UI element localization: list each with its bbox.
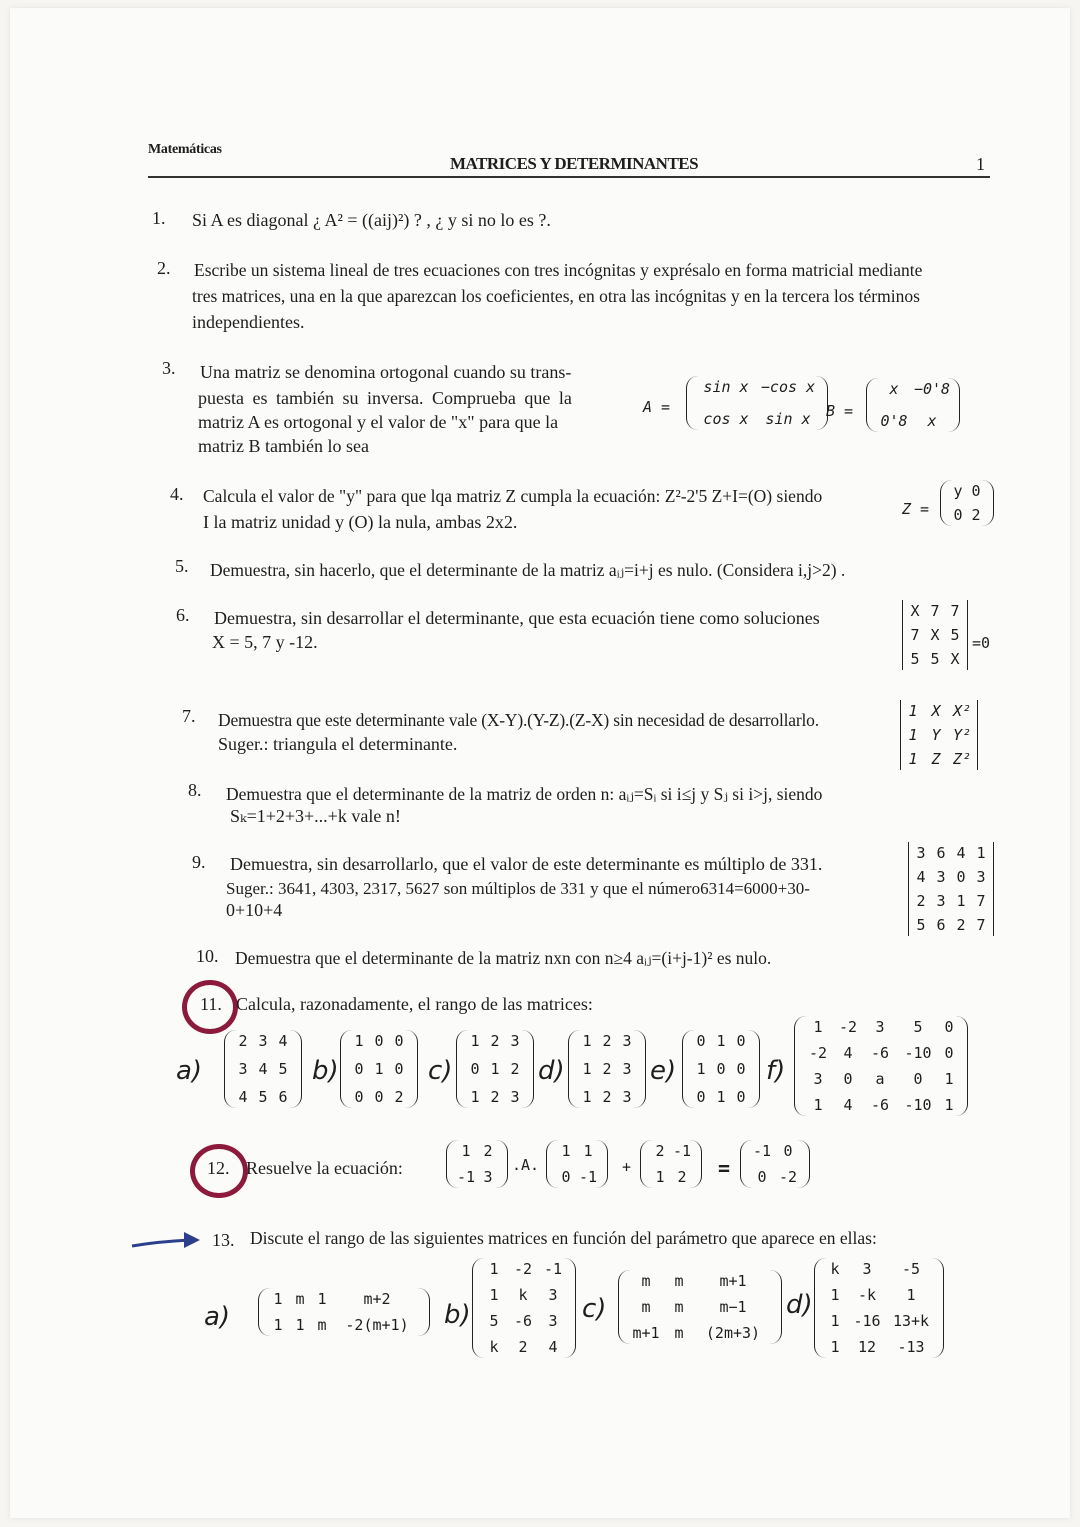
q8-number: 8. xyxy=(188,780,202,800)
det-cell: 2 xyxy=(916,892,926,910)
matrix-cell: 2 xyxy=(238,1032,248,1050)
det-cell: 7 xyxy=(976,892,986,910)
det-cell: 2 xyxy=(956,916,966,934)
det-cell: 3 xyxy=(936,892,946,910)
q13-matrix-d xyxy=(814,1258,944,1358)
det-cell: 7 xyxy=(910,626,920,644)
matrix-cell: 0 xyxy=(394,1060,404,1078)
q9-line1: Demuestra, sin desarrollarlo, que el valor de este determinante es múltiplo de 331. xyxy=(230,854,823,874)
matrix-cell: -1 xyxy=(672,1142,692,1160)
matrix-cell: sin x xyxy=(703,378,749,396)
matrix-cell: 0 xyxy=(944,1018,954,1036)
q6-equals-zero: =0 xyxy=(972,634,991,652)
matrix-cell: -1 xyxy=(752,1142,772,1160)
q12-text: Resuelve la ecuación: xyxy=(246,1158,403,1178)
matrix-cell: 1 xyxy=(582,1060,592,1078)
matrix-cell: -13 xyxy=(897,1338,925,1356)
matrix-cell: -16 xyxy=(853,1312,881,1330)
matrix-cell: 0 xyxy=(696,1032,706,1050)
matrix-cell: m xyxy=(674,1272,684,1290)
matrix-cell: 1 xyxy=(582,1088,592,1106)
q6-line1: Demuestra, sin desarrollar el determinante, que esta ecuación tiene como soluciones xyxy=(214,608,820,628)
q12-times-A: .A. xyxy=(512,1156,540,1174)
matrix-cell: 1 xyxy=(716,1088,726,1106)
matrix-cell: (2m+3) xyxy=(705,1324,761,1342)
q9-line3: 0+10+4 xyxy=(226,900,283,920)
matrix-cell: 0 xyxy=(971,482,981,500)
q8-line2: Sₖ=1+2+3+...+k vale n! xyxy=(230,806,401,826)
matrix-cell: 0 xyxy=(470,1060,480,1078)
q5-number: 5. xyxy=(175,556,189,576)
matrix-cell: 1 xyxy=(582,1032,592,1050)
matrix-cell: m+1 xyxy=(719,1272,747,1290)
matrix-cell: 1 xyxy=(490,1060,500,1078)
det-cell: Y xyxy=(931,726,941,744)
matrix-cell: cos x xyxy=(703,410,749,428)
matrix-cell: 2 xyxy=(394,1088,404,1106)
matrix-cell: m−1 xyxy=(719,1298,747,1316)
matrix-cell: 2 xyxy=(510,1060,520,1078)
det-cell: 1 xyxy=(956,892,966,910)
matrix-cell: -6 xyxy=(513,1312,533,1330)
q13-matrix-b xyxy=(472,1258,576,1358)
det-cell: Z xyxy=(931,750,941,768)
matrix-cell: 1 xyxy=(830,1286,840,1304)
det-cell: 4 xyxy=(916,868,926,886)
matrix-cell: 3 xyxy=(548,1312,558,1330)
matrix-cell: m xyxy=(317,1316,327,1334)
q1-text: Si A es diagonal ¿ A² = ((aij)²) ? , ¿ y si no lo es ?. xyxy=(192,210,551,230)
det-cell: 5 xyxy=(916,916,926,934)
matrix-cell: 3 xyxy=(510,1088,520,1106)
matrix-cell: 2 xyxy=(602,1032,612,1050)
det-cell: 1 xyxy=(976,844,986,862)
matrix-B-label: B = xyxy=(826,402,854,420)
matrix-cell: 3 xyxy=(875,1018,885,1036)
matrix-cell: 0 xyxy=(374,1088,384,1106)
matrix-cell: 0 xyxy=(561,1168,571,1186)
matrix-cell: -5 xyxy=(901,1260,921,1278)
matrix-cell: 5 xyxy=(258,1088,268,1106)
det-cell: X xyxy=(910,602,920,620)
matrix-cell: −cos x xyxy=(760,378,816,396)
det-cell: 7 xyxy=(930,602,940,620)
q3-line4: matriz B también lo sea xyxy=(198,436,369,456)
det-cell: 0 xyxy=(956,868,966,886)
matrix-cell: m+1 xyxy=(632,1324,660,1342)
matrix-cell: 1 xyxy=(489,1286,499,1304)
matrix-cell: 1 xyxy=(906,1286,916,1304)
matrix-cell: 2 xyxy=(602,1060,612,1078)
matrix-cell: 6 xyxy=(278,1088,288,1106)
q3-line3: matriz A es ortogonal y el valor de "x" para que la xyxy=(198,412,559,432)
matrix-cell: 1 xyxy=(295,1316,305,1334)
q13-matrix-c xyxy=(618,1270,782,1344)
matrix-cell: -10 xyxy=(904,1096,932,1114)
q13-label-c: c) xyxy=(582,1294,607,1324)
matrix-cell: 4 xyxy=(843,1096,853,1114)
matrix-cell: 1 xyxy=(696,1060,706,1078)
matrix-cell: m xyxy=(674,1298,684,1316)
det-cell: X xyxy=(950,650,960,668)
page-number: 1 xyxy=(976,154,985,174)
matrix-cell: 1 xyxy=(273,1316,283,1334)
matrix-cell: 1 xyxy=(561,1142,571,1160)
det-cell: 5 xyxy=(950,626,960,644)
matrix-cell: 0 xyxy=(944,1044,954,1062)
q12-plus: + xyxy=(622,1158,632,1176)
matrix-cell: 0 xyxy=(696,1088,706,1106)
det-cell: Z² xyxy=(952,750,972,768)
matrix-cell: y xyxy=(953,482,963,500)
matrix-cell: 1 xyxy=(273,1290,283,1308)
q7-line2: Suger.: triangula el determinante. xyxy=(218,734,458,754)
matrix-cell: 2 xyxy=(483,1142,493,1160)
q9-number: 9. xyxy=(192,852,206,872)
matrix-cell: 1 xyxy=(470,1088,480,1106)
det-cell: 6 xyxy=(936,916,946,934)
matrix-cell: m xyxy=(641,1272,651,1290)
matrix-cell: 4 xyxy=(238,1088,248,1106)
matrix-cell: -2 xyxy=(513,1260,533,1278)
q7-number: 7. xyxy=(182,706,196,726)
matrix-cell: 1 xyxy=(655,1168,665,1186)
q11-label-c: c) xyxy=(428,1056,453,1086)
matrix-cell: 3 xyxy=(483,1168,493,1186)
det-cell: X xyxy=(930,626,940,644)
matrix-cell: 0 xyxy=(736,1088,746,1106)
q11-label-b: b) xyxy=(312,1056,339,1086)
det-cell: 7 xyxy=(976,916,986,934)
q11-label-e: e) xyxy=(650,1056,677,1086)
matrix-cell: 0 xyxy=(783,1142,793,1160)
matrix-cell: 0 xyxy=(736,1060,746,1078)
det-cell: 1 xyxy=(908,750,918,768)
matrix-cell: 2 xyxy=(677,1168,687,1186)
q13-label-a: a) xyxy=(204,1302,231,1332)
det-cell: 1 xyxy=(908,726,918,744)
q6-line2: X = 5, 7 y -12. xyxy=(212,632,318,652)
q3-line1: Una matriz se denomina ortogonal cuando su trans- xyxy=(200,362,572,382)
matrix-cell: 1 xyxy=(716,1032,726,1050)
matrix-cell: 1 xyxy=(470,1032,480,1050)
matrix-cell: 3 xyxy=(258,1032,268,1050)
matrix-cell: 0 xyxy=(843,1070,853,1088)
matrix-cell: 5 xyxy=(278,1060,288,1078)
q7-line1: Demuestra que este determinante vale (X-Y).(Y-Z).(Z-X) sin necesidad de desarrollarlo. xyxy=(218,710,819,730)
matrix-cell: -2(m+1) xyxy=(345,1316,409,1334)
q2-line1: Escribe un sistema lineal de tres ecuaciones con tres incógnitas y exprésalo en forma matricial mediante xyxy=(194,260,923,280)
matrix-cell: -6 xyxy=(870,1096,890,1114)
matrix-cell: 0 xyxy=(354,1088,364,1106)
matrix-cell: 2 xyxy=(490,1088,500,1106)
matrix-cell: -2 xyxy=(838,1018,858,1036)
matrix-cell: a xyxy=(875,1070,885,1088)
matrix-cell: 0 xyxy=(374,1032,384,1050)
q1-number: 1. xyxy=(152,208,166,228)
q2-line3: independientes. xyxy=(192,312,305,332)
det-cell: 1 xyxy=(908,702,918,720)
matrix-cell: m+2 xyxy=(363,1290,391,1308)
q2-line2: tres matrices, una en la que aparezcan los coeficientes, en otra las incógnitas y en la tercera los términos xyxy=(192,286,920,306)
q9-line2: Suger.: 3641, 4303, 2317, 5627 son múltiplos de 331 y que el número6314=6000+30- xyxy=(226,879,810,898)
matrix-cell: 2 xyxy=(971,506,981,524)
matrix-cell: -1 xyxy=(578,1168,598,1186)
det-cell: 6 xyxy=(936,844,946,862)
matrix-cell: 3 xyxy=(548,1286,558,1304)
q4-line2: I la matriz unidad y (O) la nula, ambas 2x2. xyxy=(203,512,518,532)
matrix-cell: 12 xyxy=(857,1338,877,1356)
matrix-cell: 2 xyxy=(655,1142,665,1160)
q3-number: 3. xyxy=(162,358,176,378)
q5-text: Demuestra, sin hacerlo, que el determinante de la matriz aᵢⱼ=i+j es nulo. (Considera i,j>2) . xyxy=(210,560,846,580)
det-cell: 3 xyxy=(916,844,926,862)
matrix-cell: 0 xyxy=(716,1060,726,1078)
matrix-cell: 1 xyxy=(583,1142,593,1160)
q4-line1: Calcula el valor de "y" para que lqa matriz Z cumpla la ecuación: Z²-2'5 Z+I=(O) siendo xyxy=(203,486,823,506)
matrix-cell: 3 xyxy=(510,1032,520,1050)
matrix-cell: 1 xyxy=(944,1070,954,1088)
matrix-cell: k xyxy=(518,1286,528,1304)
det-cell: X xyxy=(931,702,941,720)
det-cell: X² xyxy=(952,702,972,720)
matrix-cell: 1 xyxy=(813,1018,823,1036)
matrix-cell: 1 xyxy=(354,1032,364,1050)
q12-equals: = xyxy=(718,1156,731,1180)
det-cell: 3 xyxy=(976,868,986,886)
q13-label-d: d) xyxy=(786,1290,813,1320)
det-cell: 3 xyxy=(936,868,946,886)
matrix-cell: m xyxy=(295,1290,305,1308)
matrix-cell: -2 xyxy=(808,1044,828,1062)
q13-matrix-a xyxy=(258,1288,430,1336)
matrix-cell: 3 xyxy=(238,1060,248,1078)
matrix-cell: 1 xyxy=(830,1312,840,1330)
matrix-cell: 1 xyxy=(830,1338,840,1356)
matrix-cell: m xyxy=(674,1324,684,1342)
matrix-cell: 0'8 xyxy=(880,412,908,430)
matrix-cell: 2 xyxy=(490,1032,500,1050)
q2-number: 2. xyxy=(157,258,171,278)
matrix-cell: 0 xyxy=(736,1032,746,1050)
matrix-cell: 2 xyxy=(518,1338,528,1356)
matrix-cell: −0'8 xyxy=(913,380,951,398)
matrix-cell: 1 xyxy=(944,1096,954,1114)
matrix-cell: m xyxy=(641,1298,651,1316)
matrix-cell: x xyxy=(927,412,937,430)
matrix-cell: k xyxy=(830,1260,840,1278)
q11-number: 11. xyxy=(200,994,222,1014)
matrix-A-label: A = xyxy=(643,398,671,416)
matrix-cell: 13+k xyxy=(892,1312,930,1330)
matrix-cell: k xyxy=(489,1338,499,1356)
matrix-cell: 3 xyxy=(622,1032,632,1050)
matrix-Z-label: Z = xyxy=(902,500,930,518)
matrix-cell: 0 xyxy=(354,1060,364,1078)
matrix-cell: 0 xyxy=(913,1070,923,1088)
matrix-cell: 1 xyxy=(489,1260,499,1278)
matrix-cell: 5 xyxy=(913,1018,923,1036)
matrix-cell: 4 xyxy=(278,1032,288,1050)
q13-number: 13. xyxy=(212,1230,235,1250)
matrix-cell: 3 xyxy=(622,1060,632,1078)
matrix-cell: 1 xyxy=(374,1060,384,1078)
matrix-cell: 3 xyxy=(862,1260,872,1278)
matrix-cell: 4 xyxy=(843,1044,853,1062)
subject-label: Matemáticas xyxy=(148,142,222,157)
matrix-cell: 3 xyxy=(622,1088,632,1106)
matrix-cell: 3 xyxy=(813,1070,823,1088)
matrix-cell: -1 xyxy=(543,1260,563,1278)
q11-text: Calcula, razonadamente, el rango de las matrices: xyxy=(236,994,593,1014)
matrix-cell: -10 xyxy=(904,1044,932,1062)
q13-text: Discute el rango de las siguientes matrices en función del parámetro que aparece en ellas: xyxy=(250,1228,877,1248)
q4-number: 4. xyxy=(170,484,184,504)
q13-label-b: b) xyxy=(444,1300,471,1330)
q10-number: 10. xyxy=(196,946,219,966)
q6-number: 6. xyxy=(176,605,190,625)
det-cell: Y² xyxy=(952,726,972,744)
page-title: MATRICES Y DETERMINANTES xyxy=(450,154,699,173)
matrix-cell: x xyxy=(889,380,899,398)
matrix-cell: 4 xyxy=(258,1060,268,1078)
matrix-cell: sin x xyxy=(765,410,811,428)
det-cell: 5 xyxy=(910,650,920,668)
q11-label-f: f) xyxy=(766,1056,786,1086)
matrix-cell: 0 xyxy=(953,506,963,524)
matrix-cell: 5 xyxy=(489,1312,499,1330)
det-cell: 5 xyxy=(930,650,940,668)
q10-text: Demuestra que el determinante de la matriz nxn con n≥4 aᵢⱼ=(i+j-1)² es nulo. xyxy=(235,948,772,968)
matrix-cell: 0 xyxy=(394,1032,404,1050)
q12-number: 12. xyxy=(207,1158,230,1178)
matrix-cell: 0 xyxy=(757,1168,767,1186)
matrix-cell: 1 xyxy=(813,1096,823,1114)
det-cell: 7 xyxy=(950,602,960,620)
q11-label-a: a) xyxy=(176,1056,203,1086)
matrix-cell: -1 xyxy=(456,1168,476,1186)
matrix-cell: 4 xyxy=(548,1338,558,1356)
matrix-cell: 2 xyxy=(602,1088,612,1106)
matrix-cell: -6 xyxy=(870,1044,890,1062)
q3-line2: puesta es también su inversa. Comprueba que la xyxy=(198,388,572,408)
q11-label-d: d) xyxy=(538,1056,565,1086)
det-cell: 4 xyxy=(956,844,966,862)
matrix-cell: -k xyxy=(857,1286,877,1304)
matrix-cell: 1 xyxy=(317,1290,327,1308)
q8-line1: Demuestra que el determinante de la matriz de orden n: aᵢⱼ=Sᵢ si i≤j y Sⱼ si i>j, siendo xyxy=(226,784,823,804)
matrix-cell: 1 xyxy=(461,1142,471,1160)
matrix-cell: -2 xyxy=(778,1168,798,1186)
